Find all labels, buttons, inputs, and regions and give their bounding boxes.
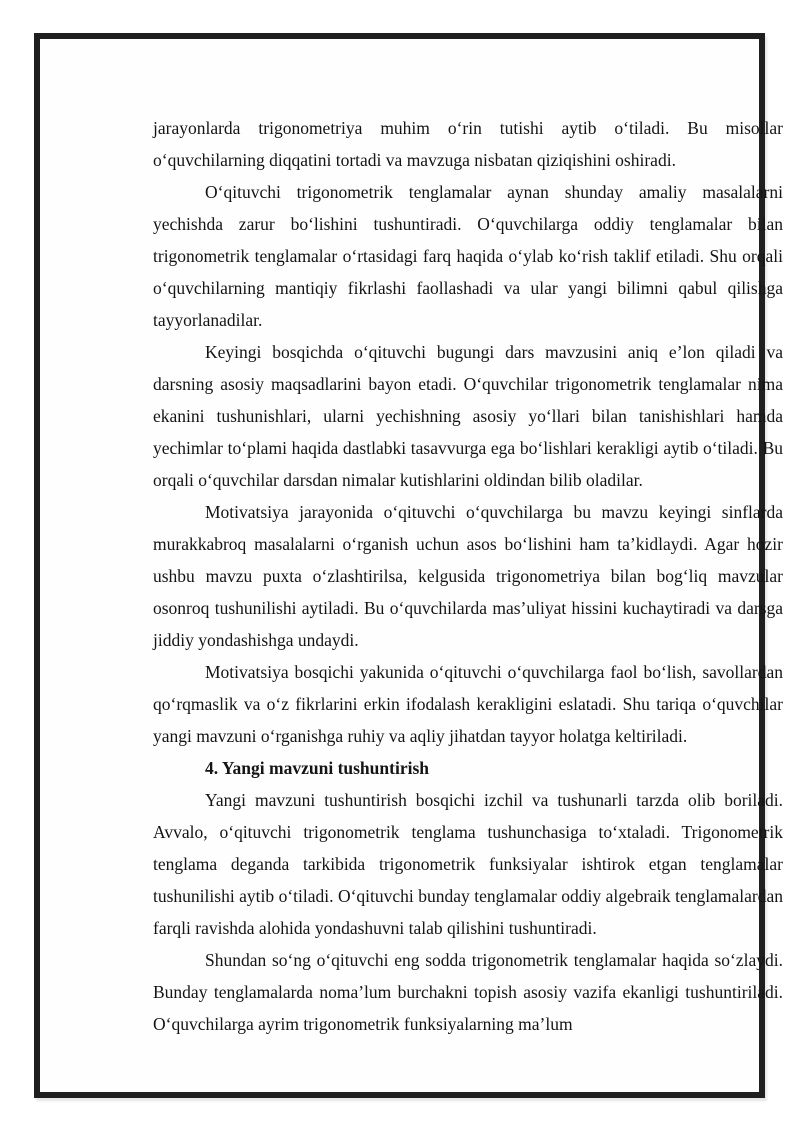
- paragraph: O‘qituvchi trigonometrik tenglamalar aynan shunday amaliy masalalarni yechishda zarur bo‘lishini tushuntiradi. O‘quvchilarga oddiy tenglamalar bilan trigonometrik tenglamalar o‘rtasidagi farq haqida o‘ylab ko‘rish taklif etiladi. Shu orqali o‘quvchilarning mantiqiy fikrlashi faollashadi va ular yangi bilimni qabul qilishga tayyorlanadilar.: [153, 182, 783, 330]
- paragraph: Motivatsiya bosqichi yakunida o‘qituvchi o‘quvchilarga faol bo‘lish, savollardan qo‘rqmaslik va o‘z fikrlarini erkin ifodalash kerakligini eslatadi. Shu tariqa o‘quvchilar yangi mavzuni o‘rganishga ruhiy va aqliy jihatdan tayyor holatga keltiriladi.: [153, 662, 783, 746]
- paragraph: Keyingi bosqichda o‘qituvchi bugungi dars mavzusini aniq e’lon qiladi va darsning asosiy maqsadlarini bayon etadi. O‘quvchilar trigonometrik tenglamalar nima ekanini tushunishlari, ularni yechishning asosiy yo‘llari bilan tanishishlari hamda yechimlar to‘plami haqida dastlabki tasavvurga ega bo‘lishlari kerakligi aytib o‘tiladi. Bu orqali o‘quvchilar darsdan nimalar kutishlarini oldindan bilib oladilar.: [153, 342, 783, 490]
- section-heading: 4. Yangi mavzuni tushuntirish: [205, 758, 429, 778]
- document-body: [153, 112, 783, 1040]
- paragraph: Shundan so‘ng o‘qituvchi eng sodda trigonometrik tenglamalar haqida so‘zlaydi. Bunday tenglamalarda noma’lum burchakni topish asosiy vazifa ekanligi tushuntiriladi. O‘quvchilarga ayrim trigonometrik funksiyalarning ma’lum: [153, 950, 783, 1034]
- paragraph: Motivatsiya jarayonida o‘qituvchi o‘quvchilarga bu mavzu keyingi sinflarda murakkabroq masalalarni o‘rganish uchun asos bo‘lishini ham ta’kidlaydi. Agar hozir ushbu mavzu puxta o‘zlashtirilsa, kelgusida trigonometriya bilan bog‘liq mavzular osonroq tushunilishi aytiladi. Bu o‘quvchilarda mas’uliyat hissini kuchaytiradi va darsga jiddiy yondashishga undaydi.: [153, 502, 783, 650]
- paragraph: Yangi mavzuni tushuntirish bosqichi izchil va tushunarli tarzda olib boriladi. Avvalo, o‘qituvchi trigonometrik tenglama tushunchasiga to‘xtaladi. Trigonometrik tenglama deganda tarkibida trigonometrik funksiyalar ishtirok etgan tenglamalar tushunilishi aytib o‘tiladi. O‘qituvchi bunday tenglamalar oddiy algebraik tenglamalardan farqli ravishda alohida yondashuvni talab qilishini tushuntiradi.: [153, 790, 783, 938]
- page-border-frame: [34, 33, 783, 1098]
- paragraph: jarayonlarda trigonometriya muhim o‘rin tutishi aytib o‘tiladi. Bu misollar o‘quvchilarning diqqatini tortadi va mavzuga nisbatan qiziqishini oshiradi.: [153, 118, 783, 170]
